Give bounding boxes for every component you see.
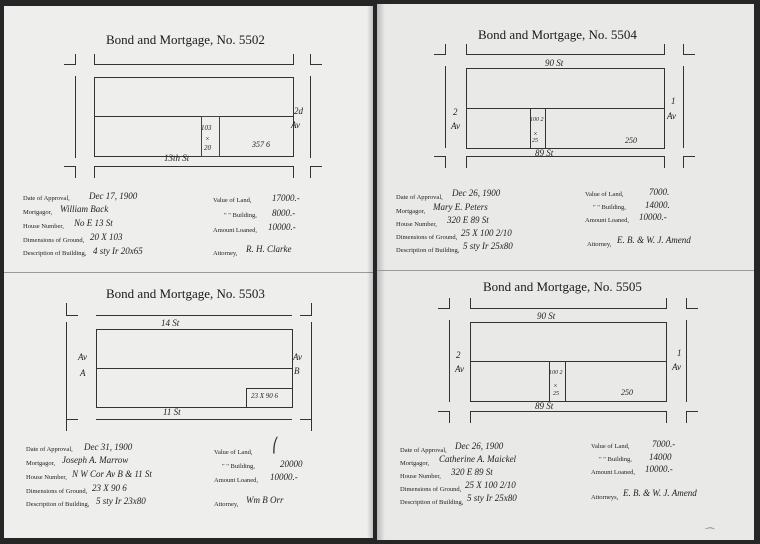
label-loaned: Amount Loaned, [591, 469, 636, 476]
label-dimensions: Dimensions of Ground, [400, 486, 462, 493]
street-line [445, 66, 446, 148]
value-land: 7000.- [652, 439, 676, 449]
street-line [311, 322, 312, 422]
distance-label: 250 [621, 388, 633, 397]
value-house: No E 13 St [74, 218, 113, 228]
lot-line [470, 361, 666, 362]
value-building: 20000 [280, 459, 303, 469]
street-line [66, 315, 78, 316]
street-line [66, 419, 67, 431]
label-approval: Date of Approval, [26, 446, 73, 453]
label-house: House Number, [396, 221, 437, 228]
street-line [66, 322, 67, 422]
label-loaned: Amount Loaned, [213, 227, 258, 234]
street-top-label: 90 St [545, 58, 564, 68]
street-line [94, 64, 294, 65]
value-house: 320 E 89 St [447, 215, 489, 225]
distance-label: 357 6 [252, 140, 270, 149]
street-line [310, 166, 311, 178]
value-attorney: E. B. & W. J. Amend [617, 235, 691, 245]
street-line [96, 419, 292, 420]
value-dimensions: 23 X 90 6 [92, 483, 127, 493]
label-loaned: Amount Loaned, [585, 217, 630, 224]
left-page [4, 6, 373, 538]
street-line [686, 308, 698, 309]
value-mortgagor: Catherine A. Maickel [439, 454, 517, 464]
street-line [664, 156, 665, 168]
street-right-label: Av [667, 111, 676, 121]
distance-label: 250 [625, 136, 637, 145]
label-attorney: Attorneys, [591, 494, 619, 501]
street-line [683, 54, 695, 55]
value-loaned: 10000.- [268, 222, 296, 232]
street-line [449, 411, 450, 423]
label-approval: Date of Approval, [23, 195, 70, 202]
label-land: Value of Land, [213, 197, 252, 204]
street-line [311, 419, 312, 431]
value-building: 14000 [649, 452, 672, 462]
street-line [686, 411, 687, 423]
street-top-label: 14 St [161, 318, 180, 328]
entry-5503 [4, 272, 373, 538]
street-line [94, 166, 294, 167]
street-line [66, 303, 67, 315]
right-page [377, 4, 754, 540]
street-line [466, 156, 664, 157]
street-right-label: Av [672, 362, 681, 372]
street-line [66, 419, 78, 420]
street-left-label: Av [451, 121, 460, 131]
label-mortgagor: Mortgagor, [26, 460, 56, 467]
value-description: 4 sty Ir 20x65 [93, 246, 143, 256]
street-line [75, 76, 76, 158]
value-loaned: 10000.- [645, 464, 673, 474]
label-building: " " Building, [224, 212, 257, 219]
street-line [445, 44, 446, 55]
value-attorney: E. B. & W. J. Amend [623, 488, 697, 498]
lot-line [96, 368, 292, 369]
street-line [470, 411, 471, 423]
entry-heading: Bond and Mortgage, No. 5502 [106, 32, 265, 47]
value-bracket: ⎛ [272, 439, 279, 454]
value-building: 8000.- [272, 208, 296, 218]
street-line [686, 411, 698, 412]
label-building: " " Building, [599, 456, 632, 463]
street-line [666, 298, 667, 309]
plot-width-label: 25 [532, 138, 538, 144]
entry-heading: Bond and Mortgage, No. 5505 [483, 279, 642, 294]
street-right-label: 2d [294, 106, 303, 116]
plot-depth-label: 100 2 [530, 117, 544, 123]
street-line [310, 76, 311, 158]
street-line [449, 298, 450, 309]
label-house: House Number, [26, 474, 67, 481]
street-line [310, 166, 322, 167]
street-line [75, 54, 76, 65]
street-left-label: A [80, 368, 86, 378]
street-line [683, 156, 684, 168]
street-right-label: Av [293, 352, 302, 362]
label-attorney: Attorney, [587, 241, 612, 248]
street-line [96, 315, 292, 316]
label-land: Value of Land, [585, 191, 624, 198]
value-loaned: 10000.- [270, 472, 298, 482]
value-description: 5 sty Ir 25x80 [467, 493, 517, 503]
street-right-label: 1 [677, 348, 682, 358]
street-line [683, 66, 684, 148]
label-description: Description of Building, [396, 247, 460, 254]
street-line [311, 303, 312, 315]
street-bottom-label: 13th St [164, 153, 190, 163]
label-description: Description of Building, [23, 250, 87, 257]
label-loaned: Amount Loaned, [214, 477, 259, 484]
entry-heading: Bond and Mortgage, No. 5504 [478, 27, 637, 42]
entry-5502 [4, 6, 373, 272]
street-left-label: 2 [453, 107, 458, 117]
value-dimensions: 20 X 103 [90, 232, 123, 242]
label-land: Value of Land, [591, 443, 630, 450]
value-dimensions: 25 X 100 2/10 [465, 480, 516, 490]
street-line [666, 411, 667, 423]
value-approval: Dec 17, 1900 [89, 191, 138, 201]
street-left-label: Av [78, 352, 87, 362]
label-building: " " Building, [222, 463, 255, 470]
value-mortgagor: William Back [60, 204, 109, 214]
label-description: Description of Building, [26, 501, 90, 508]
label-house: House Number, [400, 473, 441, 480]
street-bottom-label: 89 St [535, 148, 554, 158]
street-line [300, 315, 312, 316]
street-line [466, 156, 467, 168]
value-land: 17000.- [272, 193, 300, 203]
street-right-label: 1 [671, 96, 676, 106]
street-line [686, 320, 687, 402]
label-mortgagor: Mortgagor, [396, 208, 426, 215]
label-attorney: Attorney, [214, 501, 239, 508]
street-line [445, 156, 446, 168]
value-house: N W Cor Av B & 11 St [72, 469, 152, 479]
street-line [449, 320, 450, 402]
plot-x-mark: × [553, 382, 558, 390]
street-line [94, 166, 95, 178]
plot-dimension-label: 23 X 90 6 [251, 392, 279, 400]
entry-heading: Bond and Mortgage, No. 5503 [106, 286, 265, 301]
value-house: 320 E 89 St [451, 467, 493, 477]
block-outline [470, 322, 667, 402]
street-line [293, 54, 294, 65]
value-approval: Dec 26, 1900 [452, 188, 501, 198]
street-top-label: 90 St [537, 311, 556, 321]
street-line [310, 64, 322, 65]
label-mortgagor: Mortgagor, [400, 460, 430, 467]
street-line [293, 166, 294, 178]
value-description: 5 sty Ir 25x80 [463, 241, 513, 251]
value-approval: Dec 26, 1900 [455, 441, 504, 451]
street-bottom-label: 89 St [535, 401, 554, 411]
value-mortgagor: Mary E. Peters [433, 202, 488, 212]
label-dimensions: Dimensions of Ground, [23, 237, 85, 244]
label-approval: Date of Approval, [400, 447, 447, 454]
value-land: 7000. [649, 187, 670, 197]
label-attorney: Attorney, [213, 250, 238, 257]
label-dimensions: Dimensions of Ground, [26, 488, 88, 495]
street-line [470, 411, 666, 412]
pen-flourish: ⌒ [703, 528, 713, 539]
label-building: " " Building, [593, 204, 626, 211]
label-dimensions: Dimensions of Ground, [396, 234, 458, 241]
street-bottom-label: 11 St [163, 407, 181, 417]
plot-width-label: 20 [204, 144, 211, 152]
value-dimensions: 25 X 100 2/10 [461, 228, 512, 238]
street-right-label: Av [291, 120, 300, 130]
plot-width-label: 25 [553, 391, 559, 397]
value-mortgagor: Joseph A. Marrow [62, 455, 129, 465]
lot-line [94, 116, 293, 117]
street-line [75, 166, 76, 178]
value-attorney: R. H. Clarke [246, 244, 292, 254]
lot-line [466, 108, 664, 109]
plot-depth-label: 103 [201, 124, 212, 132]
plot-x-mark: × [533, 130, 538, 138]
value-building: 14000. [645, 200, 670, 210]
street-line [466, 54, 664, 55]
label-description: Description of Building, [400, 499, 464, 506]
street-left-label: Av [455, 364, 464, 374]
label-land: Value of Land, [214, 449, 253, 456]
value-description: 5 sty Ir 23x80 [96, 496, 146, 506]
value-loaned: 10000.- [639, 212, 667, 222]
entry-5504 [377, 4, 754, 270]
value-attorney: Wm B Orr [246, 495, 284, 505]
value-approval: Dec 31, 1900 [84, 442, 133, 452]
plot-x-mark: × [205, 135, 210, 143]
street-line [470, 308, 666, 309]
street-line [664, 44, 665, 55]
label-approval: Date of Approval, [396, 194, 443, 201]
label-mortgagor: Mortgagor, [23, 209, 53, 216]
street-right-label: B [294, 366, 300, 376]
street-line [683, 156, 695, 157]
plot-depth-label: 100 2 [549, 370, 563, 376]
entry-5505 [377, 270, 754, 540]
label-house: House Number, [23, 223, 64, 230]
street-left-label: 2 [456, 350, 461, 360]
